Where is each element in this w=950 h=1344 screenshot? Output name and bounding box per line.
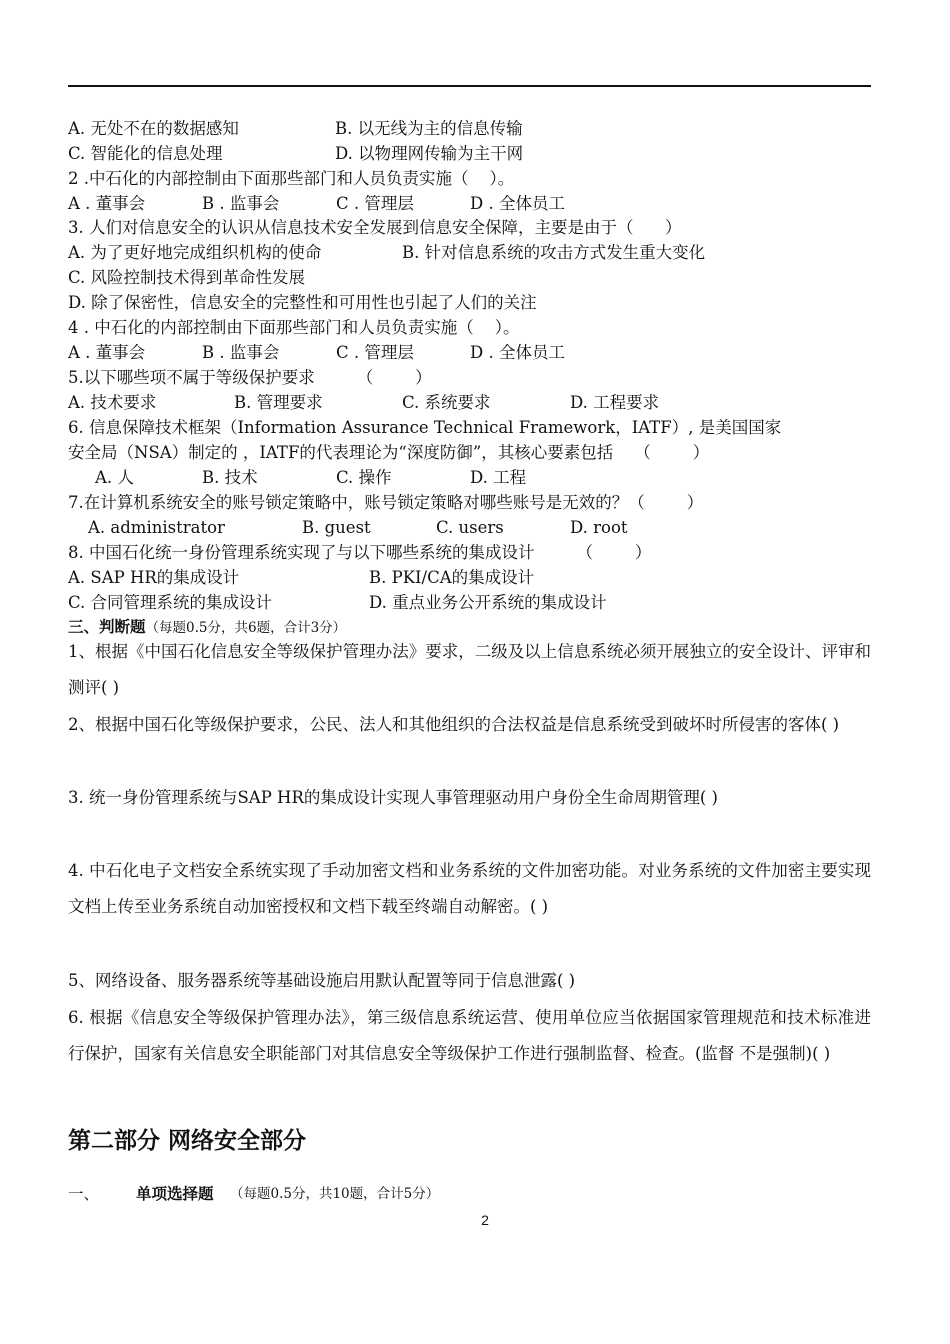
q5-option-d: D. 工程要求 [570, 393, 660, 412]
q3-option-b: B. 针对信息系统的攻击方式发生重大变化 [402, 243, 706, 262]
judge-item-2: 2、根据中国石化等级保护要求，公民、法人和其他组织的合法权益是信息系统受到破坏时所侵害的客体( ) [68, 715, 840, 734]
q5-option-b: B. 管理要求 [234, 393, 323, 412]
q2-option-b: B . 监事会 [202, 194, 280, 213]
part2-sub-note: （每题0.5分，共10题，合计5分） [230, 1186, 440, 1202]
part2-title: 第二部分 网络安全部分 [68, 1128, 307, 1154]
q6-option-c: C. 操作 [336, 468, 392, 487]
q1-option-b: B. 以无线为主的信息传输 [335, 119, 523, 138]
q3-option-a: A. 为了更好地完成组织机构的使命 [68, 243, 322, 262]
q4-option-b: B . 监事会 [202, 343, 280, 362]
q2-option-d: D . 全体员工 [470, 194, 565, 213]
q8-option-a: A. SAP HR的集成设计 [68, 568, 240, 587]
q4-option-c: C . 管理层 [336, 343, 414, 362]
q6-option-b: B. 技术 [202, 468, 258, 487]
part2-sub-title: 单项选择题 [136, 1184, 214, 1203]
judge-item-1: 1、根据《中国石化信息安全等级保护管理办法》要求，二级及以上信息系统必须开展独立的安全设计、评审和测评( ) [68, 642, 871, 697]
q2-option-c: C . 管理层 [336, 194, 414, 213]
page-number: 2 [481, 1212, 489, 1228]
judge-section-note: （每题0.5分，共6题，合计3分） [145, 620, 347, 636]
q5-option-a: A. 技术要求 [68, 393, 157, 412]
q3-option-d: D. 除了保密性，信息安全的完整性和可用性也引起了人们的关注 [68, 293, 537, 312]
q7-stem: 7.在计算机系统安全的账号锁定策略中，账号锁定策略对哪些账号是无效的？（ ） [68, 493, 704, 512]
q8-option-b: B. PKI/CA的集成设计 [369, 568, 535, 587]
q5-option-c: C. 系统要求 [402, 393, 491, 412]
q2-stem: 2 .中石化的内部控制由下面那些部门和人员负责实施（ ）。 [68, 169, 515, 188]
q7-option-c: C. users [436, 518, 504, 537]
q3-option-c: C. 风险控制技术得到革命性发展 [68, 268, 306, 287]
q5-stem: 5.以下哪些项不属于等级保护要求 （ ） [68, 368, 432, 387]
judge-section-title: 三、判断题 [68, 617, 146, 636]
q2-option-a: A . 董事会 [68, 194, 146, 213]
q4-option-d: D . 全体员工 [470, 343, 565, 362]
q8-option-c: C. 合同管理系统的集成设计 [68, 593, 273, 612]
q4-option-a: A . 董事会 [68, 343, 146, 362]
q6-option-a: A. 人 [95, 468, 134, 487]
q1-option-c: C. 智能化的信息处理 [68, 144, 223, 163]
part2-sub-number: 一、 [68, 1185, 100, 1203]
q1-option-d: D. 以物理网传输为主干网 [335, 144, 524, 163]
q8-stem: 8. 中国石化统一身份管理系统实现了与以下哪些系统的集成设计 （ ） [68, 543, 652, 562]
header-rule [68, 85, 871, 87]
q3-stem: 3. 人们对信息安全的认识从信息技术安全发展到信息安全保障，主要是由于（ ） [68, 218, 682, 237]
q8-option-d: D. 重点业务公开系统的集成设计 [369, 593, 607, 612]
judge-item-5: 5、网络设备、服务器系统等基础设施启用默认配置等同于信息泄露( ) [68, 971, 576, 990]
q6-stem-line-1: 6. 信息保障技术框架（Information Assurance Technical Framework，IATF）, 是美国国家 [68, 418, 782, 437]
judge-item-6: 6. 根据《信息安全等级保护管理办法》，第三级信息系统运营、使用单位应当依据国家管理规范和技术标准进行保护，国家有关信息安全职能部门对其信息安全等级保护工作进行强制监督、检查。(监督 不是强制)( ) [68, 1008, 871, 1063]
q4-stem: 4 . 中石化的内部控制由下面那些部门和人员负责实施（ ）。 [68, 318, 520, 337]
judge-item-4: 4. 中石化电子文档安全系统实现了手动加密文档和业务系统的文件加密功能。对业务系统的文件加密主要实现文档上传至业务系统自动加密授权和文档下载至终端自动解密。( ) [68, 861, 871, 916]
judge-item-3: 3. 统一身份管理系统与SAP HR的集成设计实现人事管理驱动用户身份全生命周期管理( ) [68, 788, 718, 807]
q7-option-b: B. guest [302, 518, 371, 537]
q6-option-d: D. 工程 [470, 468, 527, 487]
q7-option-a: A. administrator [88, 518, 225, 537]
q6-stem-line-2: 安全局（NSA）制定的 ，IATF的代表理论为“深度防御”，其核心要素包括 （ ） [68, 443, 710, 462]
q7-option-d: D. root [570, 518, 628, 537]
q1-option-a: A. 无处不在的数据感知 [68, 119, 239, 138]
